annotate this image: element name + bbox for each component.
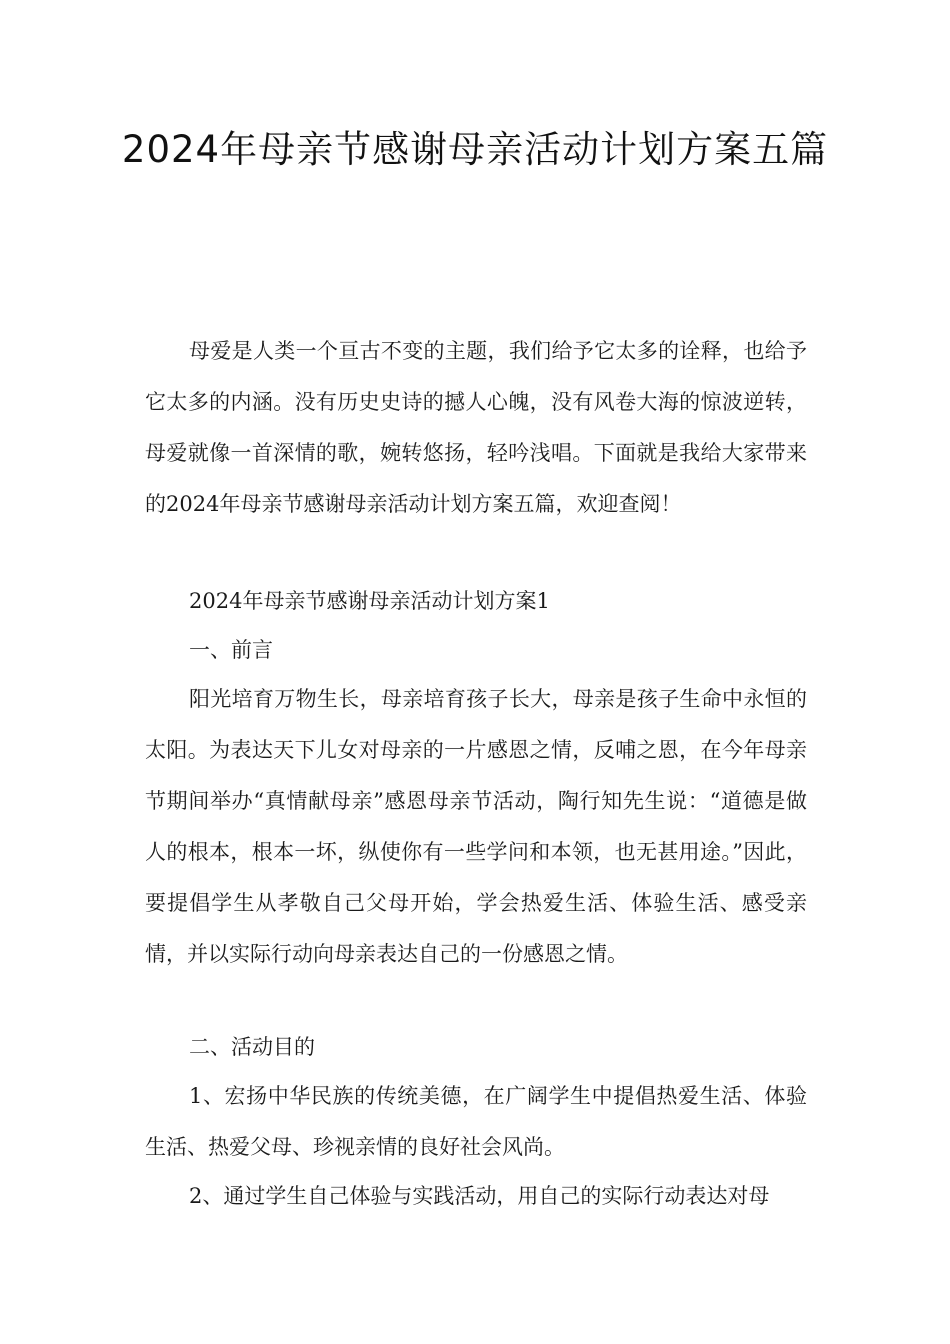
section-heading-preface: 一、前言 — [189, 638, 273, 662]
document-title: 2024年母亲节感谢母亲活动计划方案五篇 — [121, 128, 829, 171]
purpose-item-2: 2、通过学生自己体验与实践活动，用自己的实际行动表达对母 — [189, 1184, 770, 1208]
plan-title: 2024年母亲节感谢母亲活动计划方案1 — [189, 589, 550, 613]
purpose-item-1: 1、宏扬中华民族的传统美德，在广阔学生中提倡热爱生活、体验生活、热爱父母、珍视亲情的良好社会风尚。 — [145, 1084, 807, 1159]
preface-paragraph: 阳光培育万物生长，母亲培育孩子长大，母亲是孩子生命中永恒的太阳。为表达天下儿女对母亲的一片感恩之情，反哺之恩，在今年母亲节期间举办“真情献母亲”感恩母亲节活动，陶行知先生说：“道德是做人的根本，根本一坏，纵使你有一些学问和本领，也无甚用途。”因此，要提倡学生从孝敬自己父母开始，学会热爱生活、体验生活、感受亲情，并以实际行动向母亲表达自己的一份感恩之情。 — [145, 687, 807, 966]
section-heading-purpose: 二、活动目的 — [189, 1035, 315, 1059]
intro-paragraph: 母爱是人类一个亘古不变的主题，我们给予它太多的诠释，也给予它太多的内涵。没有历史史诗的撼人心魄，没有风卷大海的惊波逆转，母爱就像一首深情的歌，婉转悠扬，轻吟浅唱。下面就是我给大家带来的2024年母亲节感谢母亲活动计划方案五篇，欢迎查阅！ — [145, 339, 807, 516]
